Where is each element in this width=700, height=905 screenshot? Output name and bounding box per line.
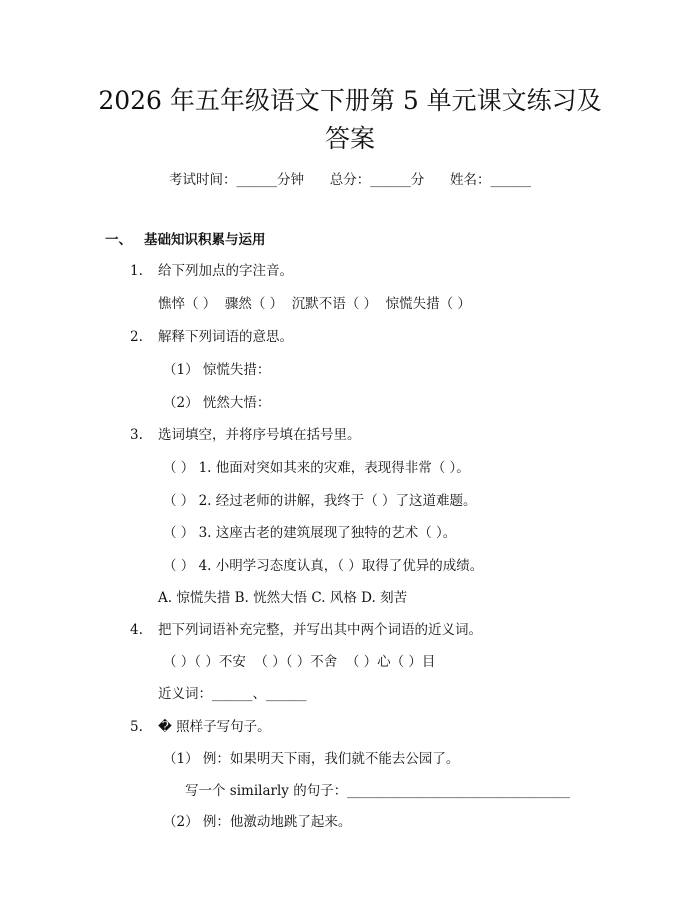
q2-item-1: （1） 惊慌失措：: [163, 362, 271, 378]
q1-number: 1.: [130, 263, 143, 279]
q4-text: 把下列词语补充完整，并写出其中两个词语的近义词。: [158, 622, 482, 638]
q2-number: 2.: [130, 329, 143, 345]
q3-number: 3.: [130, 427, 143, 443]
section-heading: [105, 228, 266, 248]
q1-text: 给下列加点的字注音。: [158, 263, 293, 279]
q1-words: 憔悴（ ） 骤然（ ） 沉默不语（ ） 惊慌失措（ ）: [158, 296, 471, 312]
q5-text: � 照样子写句子。: [158, 719, 271, 735]
title-line-1: 2026 年五年级语文下册第 5 单元课文练习及: [98, 86, 602, 115]
q4-number: 4.: [130, 622, 143, 638]
q4-synonym: 近义词：______、______: [158, 686, 307, 702]
q3-options: A. 惊慌失措 B. 恍然大悟 C. 风格 D. 刻苦: [158, 590, 408, 606]
q5-example-1: （1） 例：如果明天下雨，我们就不能去公园了。: [163, 751, 460, 767]
section-number: 一、: [105, 232, 132, 248]
section-title-text: 基础知识积累与运用: [144, 232, 266, 248]
q3-item-1: （ ） 1. 他面对突如其来的灾难，表现得非常（ ）。: [163, 460, 470, 476]
q3-item-3: （ ） 3. 这座古老的建筑展现了独特的艺术（ ）。: [163, 525, 457, 541]
q2-item-2: （2） 恍然大悟：: [163, 395, 271, 411]
q3-text: 选词填空，并将序号填在括号里。: [158, 427, 361, 443]
q5-example-2: （2） 例：他激动地跳了起来。: [163, 814, 352, 830]
q3-item-4: （ ） 4. 小明学习态度认真，（ ）取得了优异的成绩。: [163, 558, 484, 574]
page-title: [60, 82, 640, 158]
q5-number: 5.: [130, 719, 143, 735]
q3-item-2: （ ） 2. 经过老师的讲解，我终于（ ）了这道难题。: [163, 493, 477, 509]
q2-text: 解释下列词语的意思。: [158, 329, 293, 345]
title-line-2: 答案: [324, 124, 375, 153]
q4-blanks: （ ）（ ）不安 （ ）（ ）不舍 （ ）心（ ）目: [163, 654, 436, 670]
exam-info: 考试时间：______分钟 总分：______分 姓名：______: [169, 172, 531, 188]
q5-write-1: 写一个 similarly 的句子：_________________________________: [185, 783, 570, 799]
